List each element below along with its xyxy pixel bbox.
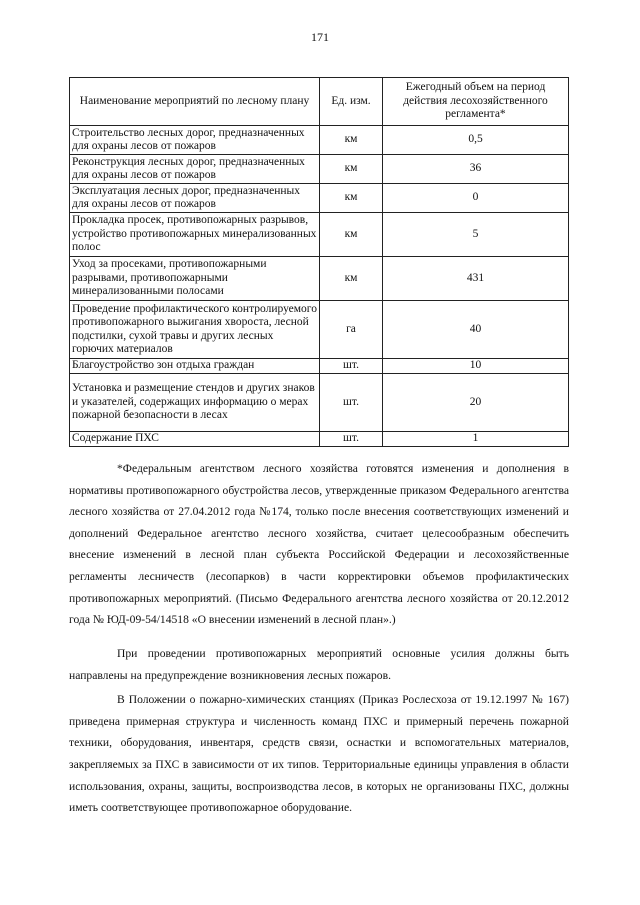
activity-volume: 20 xyxy=(383,374,569,432)
activity-unit: км xyxy=(320,126,383,155)
activity-volume: 0 xyxy=(383,184,569,213)
table-row xyxy=(70,155,569,184)
table-header-row xyxy=(70,78,569,126)
activity-name: Эксплуатация лесных дорог, предназначенных для охраны лесов от пожаров xyxy=(70,184,320,213)
activity-volume: 5 xyxy=(383,213,569,257)
activity-volume: 40 xyxy=(383,301,569,359)
table-row xyxy=(70,359,569,374)
activity-volume: 0,5 xyxy=(383,126,569,155)
activity-name: Содержание ПХС xyxy=(70,432,320,447)
activity-name: Прокладка просек, противопожарных разрывов, устройство противопожарных минерализованных полос xyxy=(70,213,320,257)
activity-name: Благоустройство зон отдыха граждан xyxy=(70,359,320,374)
footnote-text: *Федеральным агентством лесного хозяйства готовятся изменения и дополнения в нормативы противопожарного обустройства лесов, утвержденные приказом Федерального агентства лесного хозяйства от 27.04.2012 года №174, только после внесения соответствующих изменений и дополнений Федеральное агентство лесного хозяйства, считает целесообразным обеспечить внесение изменений в лесной план субъекта Российской Федерации и лесохозяйственные регламенты лесничеств (лесопарков) в части корректировки объемов профилактических противопожарных мероприятий. (Письмо Федерального агентства лесного хозяйства от 20.12.2012 года № ЮД-09-54/14518 «О внесении изменений в лесной план».) xyxy=(69,462,569,627)
activity-name: Уход за просеками, противопожарными разрывами, противопожарными минерализованными полосами xyxy=(70,257,320,301)
activity-name: Реконструкция лесных дорог, предназначенных для охраны лесов от пожаров xyxy=(70,155,320,184)
page-number: 171 xyxy=(311,30,329,44)
activity-unit: км xyxy=(320,155,383,184)
activity-volume: 431 xyxy=(383,257,569,301)
header-unit: Ед. изм. xyxy=(320,78,383,126)
activity-unit: шт. xyxy=(320,432,383,447)
activity-volume: 1 xyxy=(383,432,569,447)
activity-unit: км xyxy=(320,257,383,301)
forest-plan-table xyxy=(69,77,569,447)
table-row xyxy=(70,432,569,447)
table-row xyxy=(70,184,569,213)
table-row xyxy=(70,374,569,432)
activity-name: Установка и размещение стендов и других знаков и указателей, содержащих информацию о мерах пожарной безопасности в лесах xyxy=(70,374,320,432)
activity-unit: шт. xyxy=(320,359,383,374)
table-row xyxy=(70,301,569,359)
paragraph-fire-stations: В Положении о пожарно-химических станциях (Приказ Рослесхоза от 19.12.1997 № 167) приведена примерная структура и численность команд ПХС и примерный перечень пожарной техники, оборудования, инвентаря, средств связи, оснастки и вспомогательных материалов, закрепляемых за ПХС в зависимости от их типов. Территориальные единицы управления в области использования, охраны, защиты, воспроизводства лесов, в которых не организованы ПХС, должны иметь соответствующее противопожарное оборудование. xyxy=(69,693,569,815)
table-row xyxy=(70,257,569,301)
activity-unit: км xyxy=(320,213,383,257)
table-footnote xyxy=(69,458,569,631)
activity-unit: км xyxy=(320,184,383,213)
activity-unit: га xyxy=(320,301,383,359)
table-row xyxy=(70,126,569,155)
header-activity-name: Наименование мероприятий по лесному плану xyxy=(70,78,320,126)
activity-volume: 36 xyxy=(383,155,569,184)
activity-unit: шт. xyxy=(320,374,383,432)
activity-name: Строительство лесных дорог, предназначенных для охраны лесов от пожаров xyxy=(70,126,320,155)
table-row xyxy=(70,213,569,257)
activity-volume: 10 xyxy=(383,359,569,374)
activity-name: Проведение профилактического контролируемого противопожарного выжигания хвороста, лесной подстилки, сухой травы и других лесных горючих материалов xyxy=(70,301,320,359)
body-paragraphs xyxy=(69,643,569,822)
paragraph-prevention: При проведении противопожарных мероприятий основные усилия должны быть направлены на предупреждение возникновения лесных пожаров. xyxy=(69,647,569,682)
header-annual-volume: Ежегодный объем на период действия лесохозяйственного регламента* xyxy=(383,78,569,126)
